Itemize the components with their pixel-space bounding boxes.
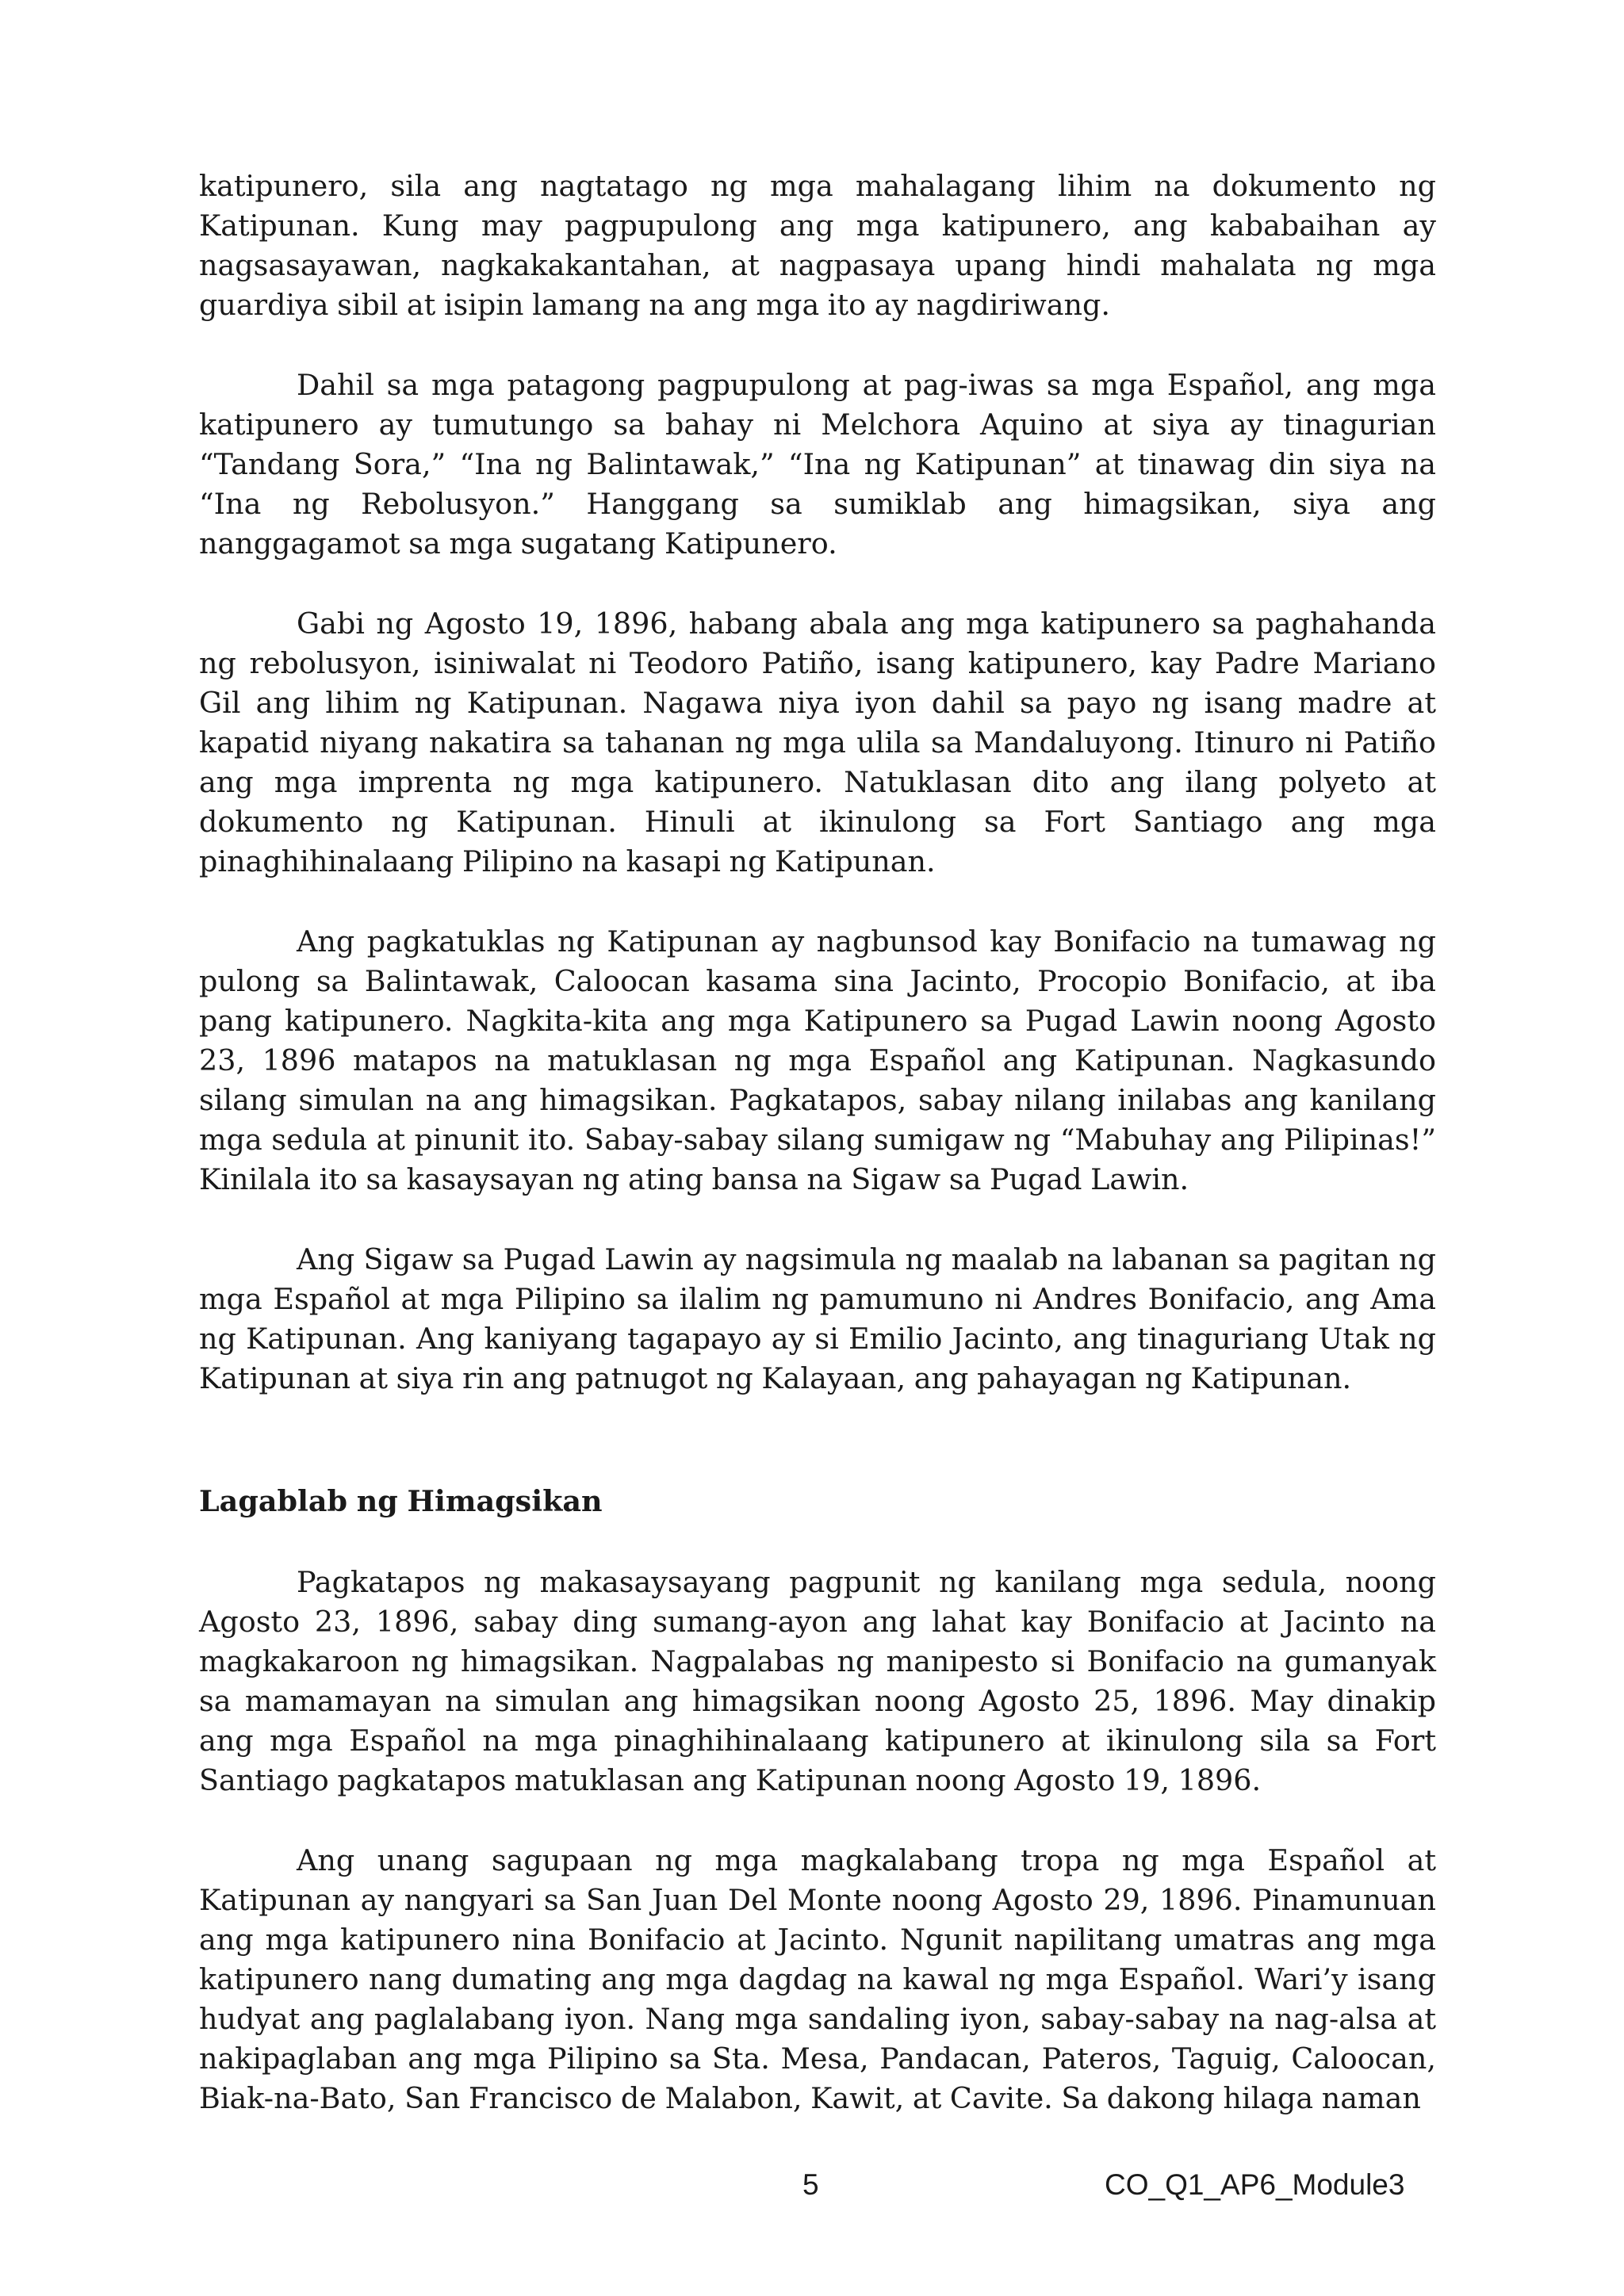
module-code: CO_Q1_AP6_Module3 xyxy=(1105,2168,1405,2201)
body-paragraph-1: katipunero, sila ang nagtatago ng mga mahalagang lihim na dokumento ng Katipunan. Kung may pagpupulong ang mga katipunero, ang kababaihan ay nagsasayawan, nagkakakantahan, at nagpasaya upang hindi mahalata ng mga guardiya sibil at isipin lamang na ang mga ito ay nagdiriwang. xyxy=(199,169,1436,322)
section-paragraph-1: Pagkatapos ng makasaysayang pagpunit ng kanilang mga sedula, noong Agosto 23, 1896, sabay ding sumang-ayon ang lahat kay Bonifacio at Jacinto na magkakaroon ng himagsikan. Nagpalabas ng manipesto si Bonifacio na gumanyak sa mamamayan na simulan ang himagsikan noong Agosto 25, 1896. May dinakip ang mga Español na mga pinaghihinalaang katipunero at ikinulong sila sa Fort Santiago pagkatapos matuklasan ang Katipunan noong Agosto 19, 1896. xyxy=(199,1565,1436,1797)
page-number: 5 xyxy=(802,2168,819,2201)
section-heading: Lagablab ng Himagsikan xyxy=(199,1484,603,1518)
section-paragraph-2: Ang unang sagupaan ng mga magkalabang tropa ng mga Español at Katipunan ay nangyari sa San Juan Del Monte noong Agosto 29, 1896. Pinamunuan ang mga katipunero nina Bonifacio at Jacinto. Ngunit napilitang umatras ang mga katipunero nang dumating ang mga dagdag na kawal ng mga Español. Wari’y isang hudyat ang paglalabang iyon. Nang mga sandaling iyon, sabay-sabay na nag-alsa at nakipaglaban ang mga Pilipino sa Sta. Mesa, Pandacan, Pateros, Taguig, Caloocan, Biak-na-Bato, San Francisco de Malabon, Kawit, at Cavite. Sa dakong hilaga naman xyxy=(199,1843,1436,2115)
body-paragraph-2: Dahil sa mga patagong pagpupulong at pag-iwas sa mga Español, ang mga katipunero ay tumutungo sa bahay ni Melchora Aquino at siya ay tinagurian “Tandang Sora,” “Ina ng Balintawak,” “Ina ng Katipunan” at tinawag din siya na “Ina ng Rebolusyon.” Hanggang sa sumiklab ang himagsikan, siya ang nanggagamot sa mga sugatang Katipunero. xyxy=(199,368,1436,561)
body-paragraph-4: Ang pagkatuklas ng Katipunan ay nagbunsod kay Bonifacio na tumawag ng pulong sa Balintawak, Caloocan kasama sina Jacinto, Procopio Bonifacio, at iba pang katipunero. Nagkita-kita ang mga Katipunero sa Pugad Lawin noong Agosto 23, 1896 matapos na matuklasan ng mga Español ang Katipunan. Nagkasundo silang simulan na ang himagsikan. Pagkatapos, sabay nilang inilabas ang kanilang mga sedula at pinunit ito. Sabay-sabay silang sumigaw ng “Mabuhay ang Pilipinas!” Kinilala ito sa kasaysayan ng ating bansa na Sigaw sa Pugad Lawin. xyxy=(199,924,1436,1196)
document-body xyxy=(199,166,1436,2159)
page-footer xyxy=(0,2168,1624,2216)
body-paragraph-5: Ang Sigaw sa Pugad Lawin ay nagsimula ng maalab na labanan sa pagitan ng mga Español at mga Pilipino sa ilalim ng pamumuno ni Andres Bonifacio, ang Ama ng Katipunan. Ang kaniyang tagapayo ay si Emilio Jacinto, ang tinaguriang Utak ng Katipunan at siya rin ang patnugot ng Kalayaan, ang pahayagan ng Katipunan. xyxy=(199,1242,1436,1395)
body-paragraph-3: Gabi ng Agosto 19, 1896, habang abala ang mga katipunero sa paghahanda ng rebolusyon, isiniwalat ni Teodoro Patiño, isang katipunero, kay Padre Mariano Gil ang lihim ng Katipunan. Nagawa niya iyon dahil sa payo ng isang madre at kapatid niyang nakatira sa tahanan ng mga ulila sa Mandaluyong. Itinuro ni Patiño ang mga imprenta ng mga katipunero. Natuklasan dito ang ilang polyeto at dokumento ng Katipunan. Hinuli at ikinulong sa Fort Santiago ang mga pinaghihinalaang Pilipino na kasapi ng Katipunan. xyxy=(199,607,1436,878)
